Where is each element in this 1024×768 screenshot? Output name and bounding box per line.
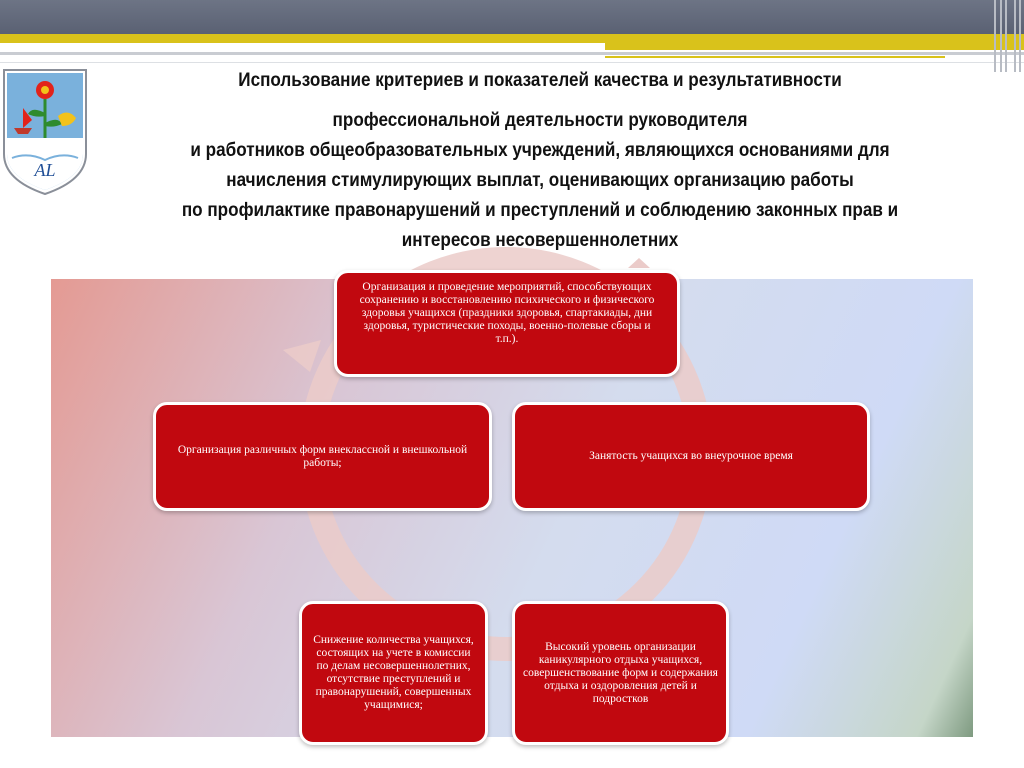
cycle-item-health-events: Организация и проведение мероприятий, способствующих сохранению и восстановлению психического и физического здоровья учащихся (праздники здоровья, спартакиады, дни здоровья, туристические походы, военно-полевые сборы и т.п.). [334, 270, 680, 377]
title-line-6: интересов несовершеннолетних [401, 230, 679, 251]
cycle-top-arrowhead-icon [628, 258, 650, 268]
title-line-2: профессиональной деятельности руководителя [332, 110, 748, 131]
title-line-5: по профилактике правонарушений и преступлений и соблюдению законных прав и [181, 200, 899, 221]
title-line-3: и работников общеобразовательных учреждений, являющихся основаниями для [190, 140, 890, 161]
cycle-item-holiday-recreation: Высокий уровень организации каникулярного отдыха учащихся, совершенствование форм и содержания отдыха и оздоровления детей и подростков [512, 601, 729, 745]
cycle-item-reduce-registered-students: Снижение количества учащихся, состоящих на учете в комиссии по делам несовершеннолетних, отсутствие преступлений и правонарушений, совершенных учащимися; [299, 601, 488, 745]
cycle-arrowhead-icon [283, 340, 321, 372]
coat-of-arms-letters: AL [34, 160, 56, 180]
cycle-item-extracurricular-forms: Организация различных форм внеклассной и внешкольной работы; [153, 402, 492, 511]
title-line-4: начисления стимулирующих выплат, оценивающих организацию работы [226, 170, 854, 191]
cycle-item-after-school-employment: Занятость учащихся во внеурочное время [512, 402, 870, 511]
title-line-1: Использование критериев и показателей качества и результативности [238, 70, 842, 91]
